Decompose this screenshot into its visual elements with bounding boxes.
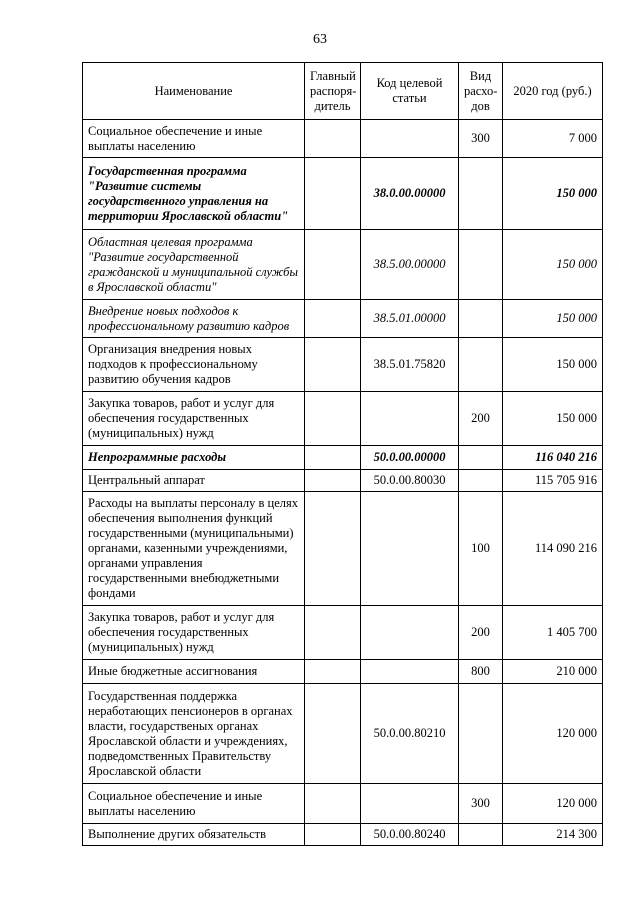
row-sum: 120 000 (503, 784, 603, 824)
row-type: 100 (459, 492, 503, 606)
row-name: Внедрение новых подходов к профессиональному развитию кадров (83, 300, 305, 338)
row-name: Расходы на выплаты персоналу в целях обеспечения выполнения функций государственными (муниципальными) органами, казенными учреждениями, органами управления государственными внебюджетными фондами (83, 492, 305, 606)
row-code: 38.0.00.00000 (361, 158, 459, 230)
row-type (459, 338, 503, 392)
row-code (361, 784, 459, 824)
table-row (83, 470, 603, 492)
row-name: Социальное обеспечение и иные выплаты населению (83, 784, 305, 824)
row-code (361, 660, 459, 684)
row-name: Социальное обеспечение и иные выплаты населению (83, 120, 305, 158)
table-row (83, 606, 603, 660)
row-sum: 115 705 916 (503, 470, 603, 492)
row-admin (305, 684, 361, 784)
row-admin (305, 300, 361, 338)
row-type (459, 300, 503, 338)
row-name: Закупка товаров, работ и услуг для обеспечения государственных (муниципальных) нужд (83, 606, 305, 660)
row-sum: 114 090 216 (503, 492, 603, 606)
row-admin (305, 492, 361, 606)
table-row (83, 492, 603, 606)
row-code: 38.5.01.00000 (361, 300, 459, 338)
row-sum: 150 000 (503, 230, 603, 300)
row-admin (305, 606, 361, 660)
row-code (361, 606, 459, 660)
row-name: Центральный аппарат (83, 470, 305, 492)
table-row (83, 392, 603, 446)
row-code: 38.5.01.75820 (361, 338, 459, 392)
row-type: 200 (459, 606, 503, 660)
header-name: Наименование (83, 63, 305, 120)
header-code: Код целевой статьи (361, 63, 459, 120)
table-row (83, 784, 603, 824)
row-type: 300 (459, 120, 503, 158)
table-row (83, 660, 603, 684)
row-admin (305, 470, 361, 492)
row-code (361, 120, 459, 158)
page-number: 63 (313, 32, 327, 47)
row-admin (305, 158, 361, 230)
row-type (459, 446, 503, 470)
table-row (83, 120, 603, 158)
row-name: Государственная поддержка неработающих пенсионеров в органах власти, государственых органах Ярославской области и учреждениях, подведомственных Правительству Ярославской области (83, 684, 305, 784)
row-code: 50.0.00.80240 (361, 824, 459, 846)
row-sum: 150 000 (503, 338, 603, 392)
row-type: 300 (459, 784, 503, 824)
header-admin: Главный распоря-дитель (305, 63, 361, 120)
row-type (459, 684, 503, 784)
row-name: Иные бюджетные ассигнования (83, 660, 305, 684)
row-type (459, 824, 503, 846)
row-name: Государственная программа "Развитие системы государственного управления на территории Ярославской области" (83, 158, 305, 230)
row-name: Областная целевая программа "Развитие государственной гражданской и муниципальной службы в Ярославской области" (83, 230, 305, 300)
row-name: Закупка товаров, работ и услуг для обеспечения государственных (муниципальных) нужд (83, 392, 305, 446)
row-sum: 150 000 (503, 300, 603, 338)
table-header-row (83, 63, 603, 120)
row-type (459, 470, 503, 492)
budget-table (82, 62, 603, 846)
row-code: 50.0.00.80210 (361, 684, 459, 784)
row-code: 38.5.00.00000 (361, 230, 459, 300)
row-name: Организация внедрения новых подходов к профессиональному развитию обучения кадров (83, 338, 305, 392)
table-row (83, 300, 603, 338)
table-row (83, 338, 603, 392)
row-admin (305, 784, 361, 824)
row-type (459, 158, 503, 230)
table-row (83, 446, 603, 470)
row-sum: 214 300 (503, 824, 603, 846)
row-admin (305, 230, 361, 300)
row-name: Выполнение других обязательств (83, 824, 305, 846)
row-admin (305, 446, 361, 470)
row-name: Непрограммные расходы (83, 446, 305, 470)
row-type: 200 (459, 392, 503, 446)
row-admin (305, 824, 361, 846)
row-admin (305, 392, 361, 446)
table-row (83, 158, 603, 230)
row-code: 50.0.00.80030 (361, 470, 459, 492)
table-row (83, 824, 603, 846)
row-sum: 1 405 700 (503, 606, 603, 660)
row-sum: 150 000 (503, 392, 603, 446)
row-code (361, 492, 459, 606)
row-admin (305, 660, 361, 684)
row-code (361, 392, 459, 446)
row-sum: 150 000 (503, 158, 603, 230)
header-type: Вид расхо-дов (459, 63, 503, 120)
row-type: 800 (459, 660, 503, 684)
row-admin (305, 338, 361, 392)
header-sum: 2020 год (руб.) (503, 63, 603, 120)
row-code: 50.0.00.00000 (361, 446, 459, 470)
table-row (83, 684, 603, 784)
row-sum: 120 000 (503, 684, 603, 784)
row-sum: 7 000 (503, 120, 603, 158)
row-admin (305, 120, 361, 158)
table-row (83, 230, 603, 300)
row-type (459, 230, 503, 300)
row-sum: 116 040 216 (503, 446, 603, 470)
row-sum: 210 000 (503, 660, 603, 684)
